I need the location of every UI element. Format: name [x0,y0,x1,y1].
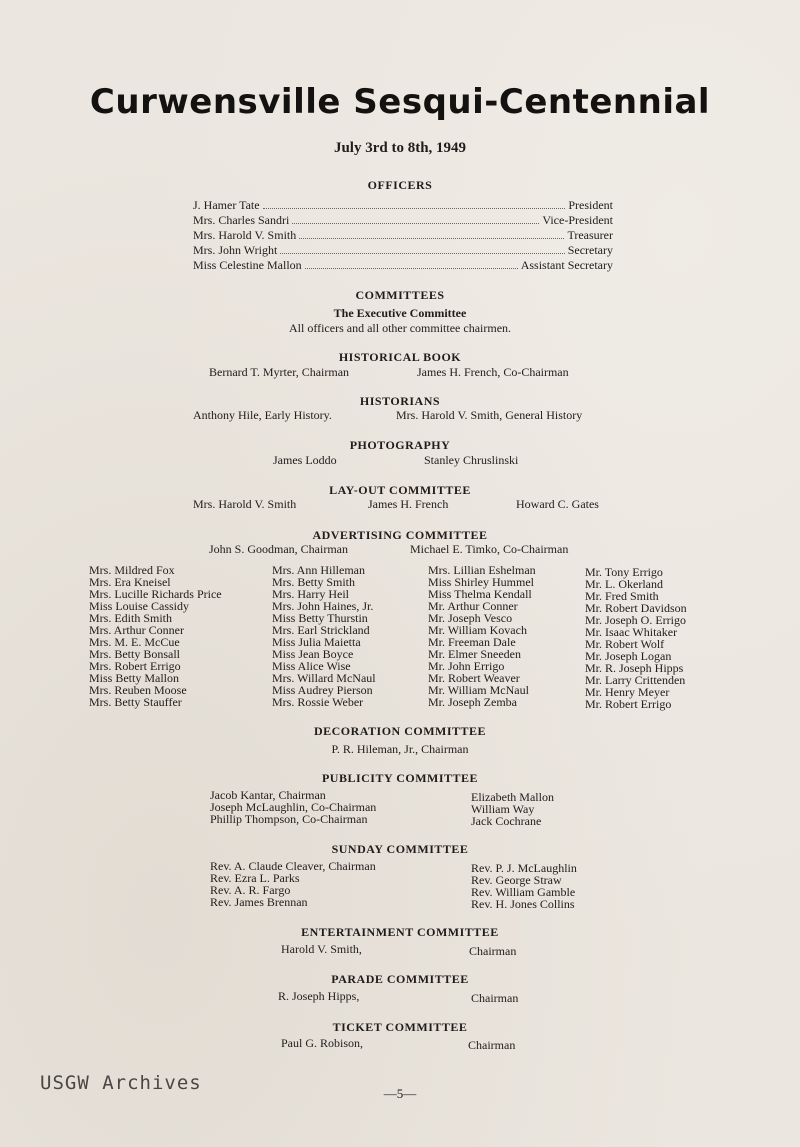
advertising-cochair: Michael E. Timko, Co-Chairman [410,542,569,556]
member-name: Rev. Ezra L. Parks [210,871,300,885]
member-name: Mr. John Errigo [428,659,505,673]
member-name: Mrs. Mildred Fox [89,563,175,577]
member-name: Mr. Robert Wolf [585,637,665,651]
officer-row [193,243,613,258]
executive-committee-title: The Executive Committee [333,306,467,320]
publicity-heading: PUBLICITY COMMITTEE [321,771,479,785]
member-name: Miss Julia Maietta [272,635,361,649]
member-name: Mrs. Rossie Weber [272,695,364,709]
sunday-heading: SUNDAY COMMITTEE [331,842,469,856]
advertising-members-col3 [428,564,536,708]
member-name: Rev. George Straw [471,873,562,887]
member-name: Rev. A. Claude Cleaver, Chairman [210,859,376,873]
event-dates: July 3rd to 8th, 1949 [333,140,467,156]
member-name: Joseph McLaughlin, Co-Chairman [210,800,377,814]
layout-member: Howard C. Gates [516,497,599,511]
member-name: Mr. William McNaul [428,683,529,697]
member-name: Mrs. Era Kneisel [89,575,171,589]
publicity-right-col [471,791,554,827]
member-name: Elizabeth Mallon [471,790,554,804]
member-name: Mrs. Betty Smith [272,575,356,589]
member-name: Mr. L. Okerland [585,577,663,591]
officer-name: J. Hamer Tate [193,198,260,212]
member-name: Jack Cochrane [471,814,542,828]
member-name: Mrs. Reuben Moose [89,683,187,697]
leader-dots [263,198,566,209]
officer-row [193,258,613,273]
member-name: Mr. Robert Weaver [428,671,520,685]
historian-early: Anthony Hile, Early History. [193,408,332,422]
leader-dots [299,228,564,239]
member-name: Mrs. Arthur Conner [89,623,184,637]
member-name: Mr. Elmer Sneeden [428,647,521,661]
sunday-left-col [210,860,376,908]
decoration-heading: DECORATION COMMITTEE [313,724,487,738]
member-name: Mrs. Robert Errigo [89,659,181,673]
member-name: Mrs. Lillian Eshelman [428,563,536,577]
officer-name: Mrs. John Wright [193,243,278,257]
member-name: Rev. James Brennan [210,895,308,909]
member-name: Phillip Thompson, Co-Chairman [210,812,368,826]
member-name: Mrs. John Haines, Jr. [272,599,374,613]
member-name: Mr. Joseph Zemba [428,695,517,709]
ticket-heading: TICKET COMMITTEE [332,1020,468,1034]
member-name: Mr. Joseph Logan [585,649,672,663]
member-name: William Way [471,802,535,816]
entertainment-heading: ENTERTAINMENT COMMITTEE [301,925,499,939]
member-name: Mr. Joseph O. Errigo [585,613,686,627]
committees-heading: COMMITTEES [355,288,445,302]
member-name: Rev. William Gamble [471,885,576,899]
ticket-chair-name: Paul G. Robison, [281,1036,364,1050]
historians-heading: HISTORIANS [359,394,441,408]
historical-book-heading: HISTORICAL BOOK [338,350,462,364]
photographer-2: Stanley Chruslinski [424,453,519,467]
member-name: Rev. A. R. Fargo [210,883,291,897]
officer-role: Secretary [567,243,613,257]
member-name: Miss Alice Wise [272,659,351,673]
advertising-members-col2 [272,564,376,708]
photography-heading: PHOTOGRAPHY [349,438,451,452]
member-name: Mr. Robert Davidson [585,601,687,615]
member-name: Mr. Henry Meyer [585,685,670,699]
member-name: Mr. William Kovach [428,623,527,637]
page-title: Curwensville Sesqui-Centennial [89,82,711,122]
member-name: Mrs. Edith Smith [89,611,173,625]
advertising-members-col4 [585,566,687,710]
member-name: Mrs. Earl Strickland [272,623,370,637]
member-name: Rev. H. Jones Collins [471,897,575,911]
member-name: Miss Betty Thurstin [272,611,368,625]
member-name: Mr. Fred Smith [585,589,659,603]
advertising-chair: John S. Goodman, Chairman [209,542,348,556]
member-name: Mrs. Betty Stauffer [89,695,182,709]
page-number: —5— [383,1086,417,1101]
officers-heading: OFFICERS [367,178,433,192]
member-name: Mrs. M. E. McCue [89,635,180,649]
member-name: Jacob Kantar, Chairman [210,788,326,802]
member-name: Mrs. Lucille Richards Price [89,587,222,601]
photographer-1: James Loddo [273,453,337,467]
member-name: Mrs. Betty Bonsall [89,647,181,661]
historical-book-cochair: James H. French, Co-Chairman [417,365,569,379]
leader-dots [292,213,539,224]
officer-role: Treasurer [567,228,613,242]
member-name: Mr. Freeman Dale [428,635,516,649]
officer-row [193,228,613,243]
officer-role: Vice-President [542,213,613,227]
member-name: Mr. R. Joseph Hipps [585,661,684,675]
parade-heading: PARADE COMMITTEE [331,972,469,986]
member-name: Rev. P. J. McLaughlin [471,861,577,875]
member-name: Mrs. Ann Hilleman [272,563,365,577]
member-name: Miss Louise Cassidy [89,599,190,613]
leader-dots [305,258,518,269]
advertising-members-col1 [89,564,222,708]
layout-member: James H. French [368,497,449,511]
member-name: Miss Shirley Hummel [428,575,535,589]
parade-chair-role: Chairman [471,991,519,1005]
member-name: Mr. Tony Errigo [585,565,663,579]
entertainment-chair-name: Harold V. Smith, [281,942,362,956]
leader-dots [280,243,564,254]
member-name: Mrs. Willard McNaul [272,671,376,685]
member-name: Miss Audrey Pierson [272,683,373,697]
member-name: Mr. Isaac Whitaker [585,625,678,639]
officer-name: Miss Celestine Mallon [193,258,302,272]
executive-committee-desc: All officers and all other committee chairmen. [288,321,512,335]
member-name: Mr. Joseph Vesco [428,611,513,625]
member-name: Miss Jean Boyce [272,647,354,661]
decoration-chair: P. R. Hileman, Jr., Chairman [331,742,469,756]
member-name: Mrs. Harry Heil [272,587,349,601]
member-name: Miss Betty Mallon [89,671,180,685]
officer-role: Assistant Secretary [520,258,613,272]
entertainment-chair-role: Chairman [469,944,517,958]
officer-name: Mrs. Charles Sandri [193,213,290,227]
officer-row [193,198,613,213]
parade-chair-name: R. Joseph Hipps, [278,989,360,1003]
officer-row [193,213,613,228]
layout-committee-heading: LAY-OUT COMMITTEE [329,483,471,497]
officer-name: Mrs. Harold V. Smith [193,228,297,242]
layout-member: Mrs. Harold V. Smith [193,497,297,511]
historical-book-chair: Bernard T. Myrter, Chairman [209,365,350,379]
advertising-heading: ADVERTISING COMMITTEE [312,528,488,542]
historian-general: Mrs. Harold V. Smith, General History [396,408,583,422]
member-name: Mr. Robert Errigo [585,697,672,711]
ticket-chair-role: Chairman [468,1038,516,1052]
publicity-left-col [210,789,376,825]
member-name: Miss Thelma Kendall [428,587,532,601]
archive-watermark: USGW Archives [40,1072,202,1094]
member-name: Mr. Larry Crittenden [585,673,686,687]
member-name: Mr. Arthur Conner [428,599,518,613]
sunday-right-col [471,862,577,910]
officer-role: President [568,198,613,212]
